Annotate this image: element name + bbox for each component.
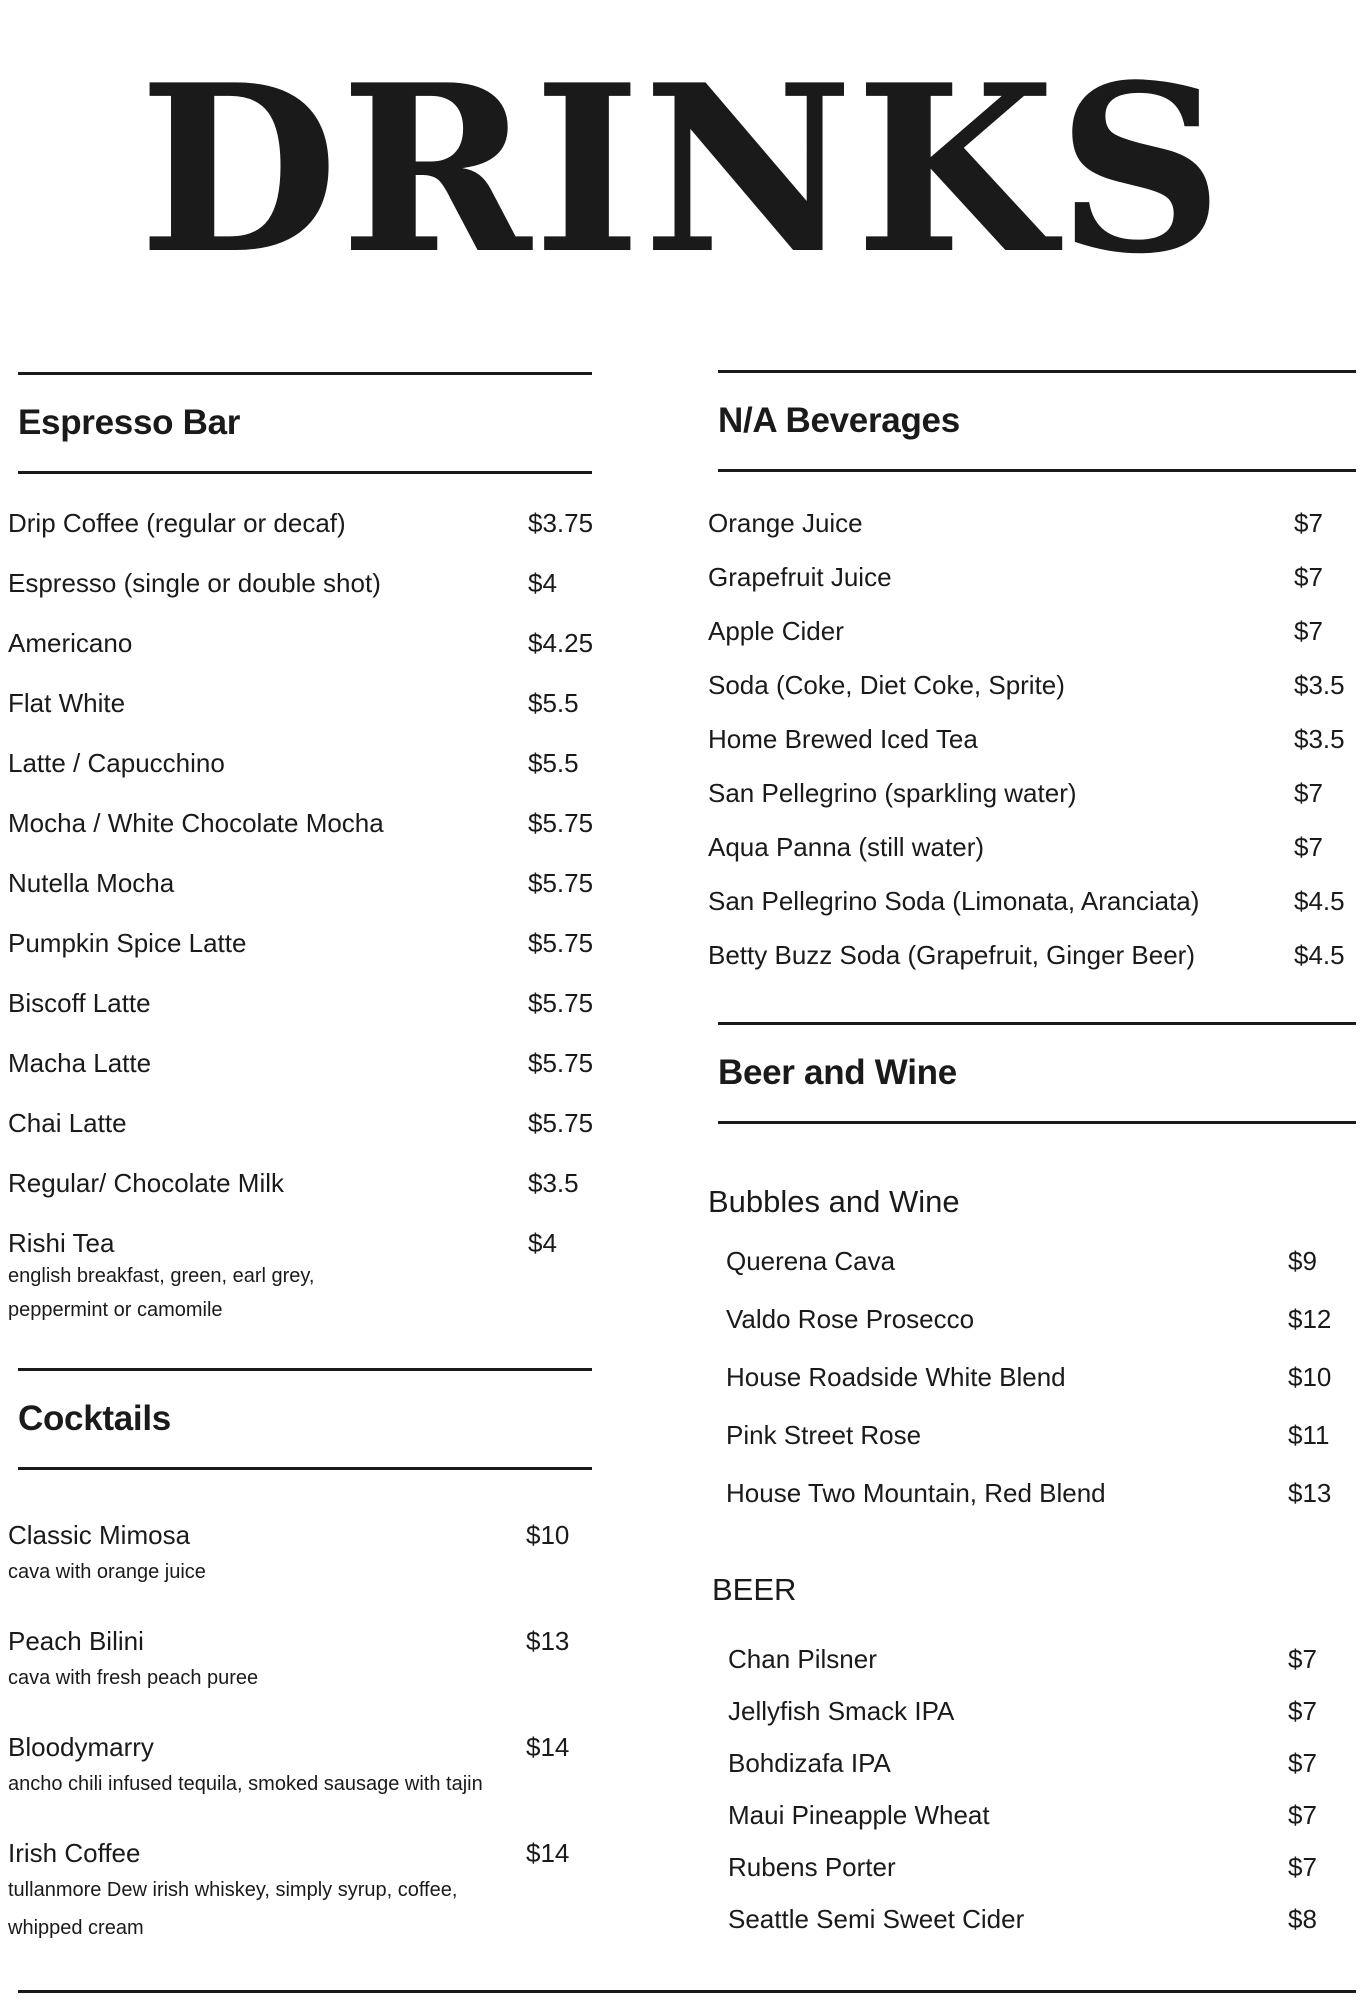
item-price: $13 (526, 1626, 570, 1656)
item-name: Orange Juice (708, 508, 863, 538)
item-description: peppermint or camomile (8, 1299, 223, 1321)
item-price: $7 (1294, 778, 1323, 808)
item-price: $10 (526, 1520, 570, 1550)
cocktails-list (8, 1520, 592, 1944)
item-name: Pumpkin Spice Latte (8, 928, 247, 958)
item-price: $5.75 (528, 1108, 594, 1138)
espresso-bar-section (8, 372, 592, 1368)
menu-item (8, 1108, 592, 1168)
item-name: Nutella Mocha (8, 868, 175, 898)
item-price: $7 (1294, 508, 1323, 538)
menu-item (708, 670, 1356, 724)
wine-list (726, 1246, 1356, 1536)
menu-item (8, 868, 592, 928)
section-title: Beer and Wine (718, 1053, 957, 1092)
item-name: Seattle Semi Sweet Cider (728, 1904, 1025, 1934)
menu-item (708, 616, 1356, 670)
item-name: Americano (8, 628, 133, 658)
item-price: $7 (1294, 832, 1323, 862)
item-name: Mocha / White Chocolate Mocha (8, 808, 384, 838)
menu-item (708, 886, 1356, 940)
na-beverages-section (708, 370, 1356, 994)
item-name: Macha Latte (8, 1048, 152, 1078)
item-price: $7 (1288, 1748, 1317, 1778)
cocktails-section (8, 1368, 592, 1944)
menu-item (708, 778, 1356, 832)
section-title: N/A Beverages (718, 401, 960, 440)
menu-item (8, 1228, 592, 1368)
item-price: $11 (1288, 1420, 1330, 1450)
menu-item (708, 724, 1356, 778)
item-price: $14 (526, 1732, 570, 1762)
menu-item (8, 808, 592, 868)
item-name: Biscoff Latte (8, 988, 151, 1018)
item-name: Chan Pilsner (728, 1644, 877, 1674)
item-price: $5.5 (528, 748, 579, 778)
item-price: $3.5 (1294, 724, 1345, 754)
item-price: $14 (526, 1838, 570, 1868)
item-description: tullanmore Dew irish whiskey, simply syrup, coffee, (8, 1879, 458, 1901)
item-price: $9 (1288, 1246, 1317, 1276)
menu-item (728, 1904, 1356, 1956)
item-name: Rishi Tea (8, 1228, 115, 1258)
item-name: Soda (Coke, Diet Coke, Sprite) (708, 670, 1065, 700)
item-price: $5.75 (528, 1048, 594, 1078)
item-name: Betty Buzz Soda (Grapefruit, Ginger Beer) (708, 940, 1195, 970)
beer-list (728, 1644, 1356, 1956)
item-name: Chai Latte (8, 1108, 127, 1138)
menu-item (726, 1246, 1356, 1304)
item-description: cava with orange juice (8, 1561, 206, 1583)
item-name: Aqua Panna (still water) (708, 832, 985, 862)
beer-and-wine-section (708, 1022, 1356, 1956)
na-list (708, 508, 1356, 994)
item-price: $4 (528, 568, 557, 598)
item-name: Latte / Capucchino (8, 748, 225, 778)
menu-item (726, 1362, 1356, 1420)
item-name: San Pellegrino Soda (Limonata, Aranciata) (708, 886, 1200, 916)
menu-item (708, 562, 1356, 616)
item-price: $5.75 (528, 868, 594, 898)
item-description: english breakfast, green, earl grey, (8, 1265, 315, 1287)
item-name: Bloodymarry (8, 1732, 154, 1762)
section-header (18, 372, 592, 474)
menu-item (8, 1732, 592, 1838)
item-price: $5.75 (528, 988, 594, 1018)
item-price: $4.5 (1294, 940, 1345, 970)
menu-item (726, 1478, 1356, 1536)
menu-item (728, 1852, 1356, 1904)
item-price: $4.5 (1294, 886, 1345, 916)
item-price: $3.75 (528, 508, 594, 538)
item-description: whipped cream (8, 1917, 144, 1939)
item-name: Apple Cider (708, 616, 844, 646)
item-price: $7 (1288, 1696, 1317, 1726)
menu-item (8, 1838, 592, 1944)
item-name: Espresso (single or double shot) (8, 568, 381, 598)
item-name: Home Brewed Iced Tea (708, 724, 978, 754)
menu-item (8, 1626, 592, 1732)
item-description: ancho chili infused tequila, smoked sausage with tajin (8, 1773, 483, 1795)
section-header (718, 1022, 1356, 1124)
menu-item (8, 1048, 592, 1108)
menu-item (728, 1696, 1356, 1748)
item-price: $5.75 (528, 808, 594, 838)
item-price: $7 (1294, 562, 1323, 592)
menu-item (708, 508, 1356, 562)
bubbles-and-wine-heading: Bubbles and Wine (708, 1184, 960, 1219)
beer-heading: BEER (712, 1572, 797, 1607)
menu-item (8, 568, 592, 628)
menu-item (8, 748, 592, 808)
menu-item (728, 1748, 1356, 1800)
bottom-divider (18, 1990, 1356, 1993)
menu-item (8, 988, 592, 1048)
item-price: $7 (1294, 616, 1323, 646)
item-name: Maui Pineapple Wheat (728, 1800, 990, 1830)
menu-item (728, 1644, 1356, 1696)
item-name: Jellyfish Smack IPA (728, 1696, 955, 1726)
item-price: $8 (1288, 1904, 1317, 1934)
item-name: Grapefruit Juice (708, 562, 892, 592)
item-price: $4 (528, 1228, 557, 1258)
espresso-list (8, 508, 592, 1368)
menu-item (726, 1420, 1356, 1478)
menu-item (728, 1800, 1356, 1852)
menu-item (8, 688, 592, 748)
item-price: $13 (1288, 1478, 1332, 1508)
item-price: $7 (1288, 1644, 1317, 1674)
menu-item (708, 832, 1356, 886)
item-name: House Two Mountain, Red Blend (726, 1478, 1106, 1508)
item-name: Drip Coffee (regular or decaf) (8, 508, 346, 538)
section-header (18, 1368, 592, 1470)
item-name: Bohdizafa IPA (728, 1748, 891, 1778)
item-name: Flat White (8, 688, 126, 718)
page-title: DRINKS (138, 35, 1226, 305)
right-column (708, 370, 1356, 1956)
menu-item (8, 1520, 592, 1626)
item-name: San Pellegrino (sparkling water) (708, 778, 1077, 808)
item-price: $7 (1288, 1852, 1317, 1882)
item-price: $5.75 (528, 928, 594, 958)
section-header (718, 370, 1356, 472)
item-price: $4.25 (528, 628, 594, 658)
item-price: $5.5 (528, 688, 579, 718)
item-name: Regular/ Chocolate Milk (8, 1168, 285, 1198)
item-name: Classic Mimosa (8, 1520, 191, 1550)
menu-item (8, 1168, 592, 1228)
item-name: Pink Street Rose (726, 1420, 922, 1450)
left-column (8, 372, 592, 1944)
item-name: Peach Bilini (8, 1626, 144, 1656)
item-name: Rubens Porter (728, 1852, 896, 1882)
section-title: Cocktails (18, 1399, 171, 1438)
item-name: Valdo Rose Prosecco (726, 1304, 975, 1334)
item-price: $3.5 (528, 1168, 579, 1198)
item-price: $12 (1288, 1304, 1332, 1334)
item-description: cava with fresh peach puree (8, 1667, 259, 1689)
menu-item (8, 628, 592, 688)
item-price: $3.5 (1294, 670, 1345, 700)
menu-item (8, 508, 592, 568)
item-name: Irish Coffee (8, 1838, 141, 1868)
menu-item (8, 928, 592, 988)
item-name: Querena Cava (726, 1246, 896, 1276)
menu-item (708, 940, 1356, 994)
item-price: $7 (1288, 1800, 1317, 1830)
menu-item (726, 1304, 1356, 1362)
item-name: House Roadside White Blend (726, 1362, 1066, 1392)
item-price: $10 (1288, 1362, 1332, 1392)
section-title: Espresso Bar (18, 403, 241, 442)
